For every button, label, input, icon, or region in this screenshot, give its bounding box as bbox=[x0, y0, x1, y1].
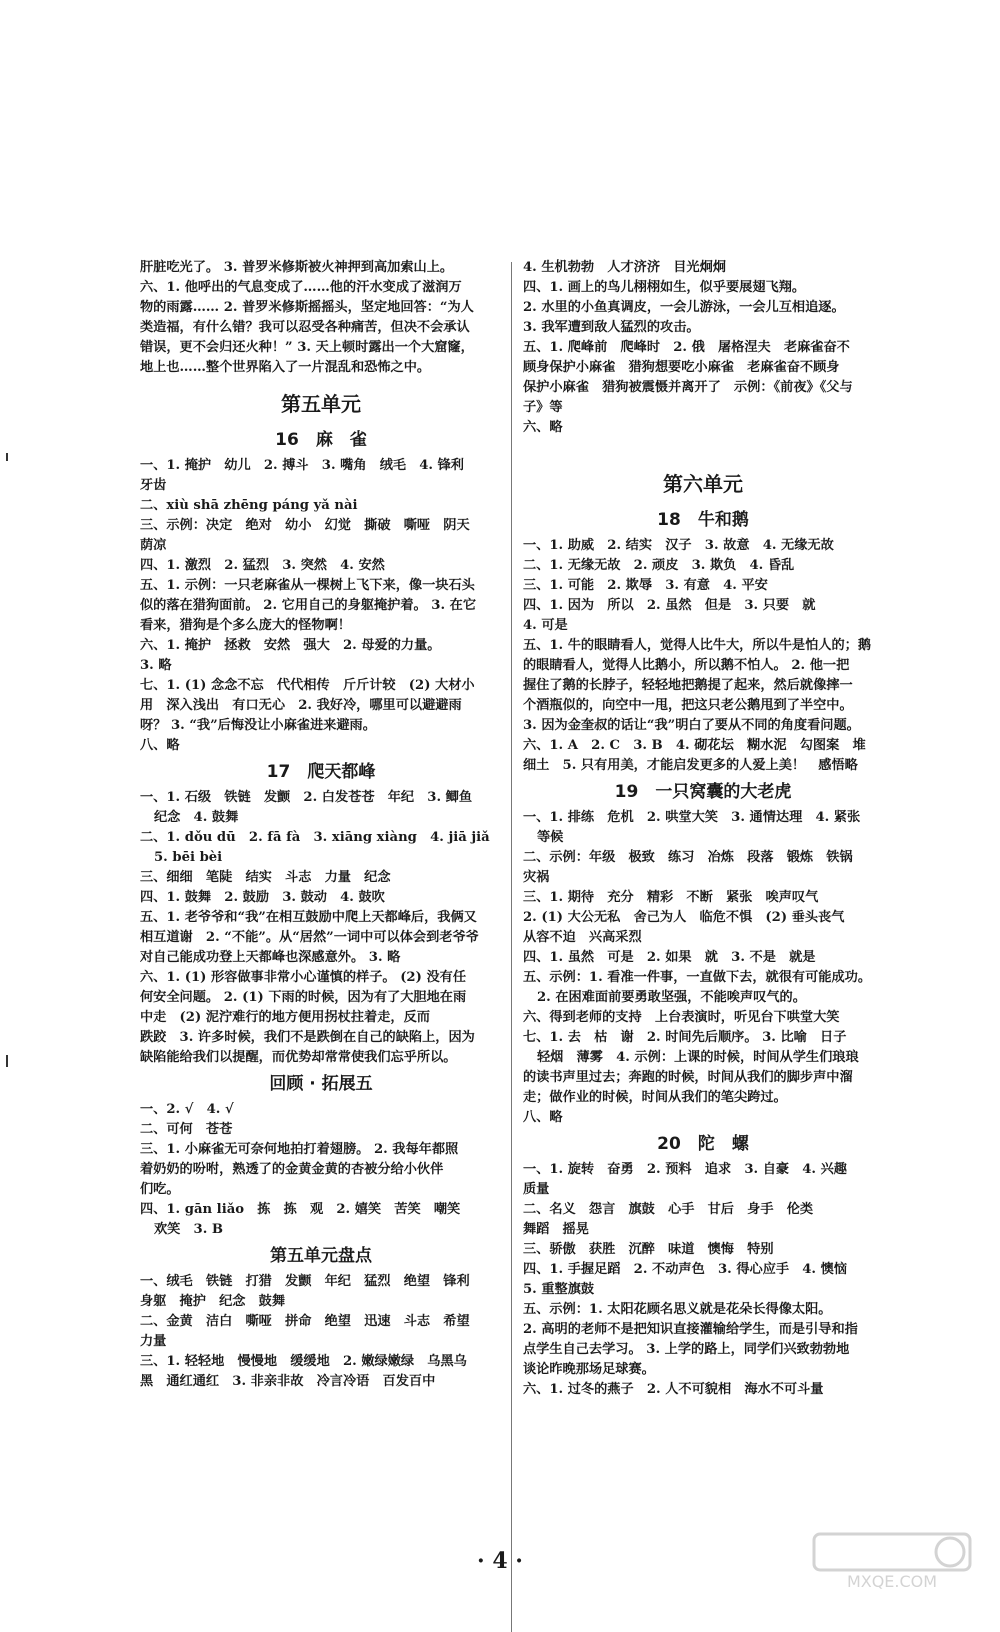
column-divider bbox=[511, 262, 512, 1632]
answer-line: 二、xiù shā zhēng páng yǎ nài bbox=[140, 498, 358, 513]
answer-line: 点学生自己去学习。 3. 上学的路上，同学们兴致勃勃地 bbox=[523, 1342, 850, 1357]
answer-line: 三、1. 可能 2. 欺辱 3. 有意 4. 平安 bbox=[523, 578, 768, 593]
answer-line: 二、1. 无缘无故 2. 顽皮 3. 欺负 4. 昏乱 bbox=[523, 558, 795, 573]
answer-line: 子》等 bbox=[523, 400, 563, 415]
answer-line: 错误，更不会归还火种！” 3. 天上顿时露出一个大窟窿， bbox=[140, 340, 474, 355]
answer-line: 3. 我军遭到敌人猛烈的攻击。 bbox=[523, 320, 700, 335]
answer-line: 三、1. 小麻雀无可奈何地拍打着翅膀。 2. 我每年都照 bbox=[140, 1142, 459, 1157]
right-column bbox=[523, 258, 883, 1400]
lesson-title: 第五单元盘点 bbox=[270, 1246, 372, 1266]
answer-line: 呀？ 3. “我”后悔没让小麻雀进来避雨。 bbox=[140, 718, 376, 733]
answer-line: 质量 bbox=[523, 1182, 550, 1197]
edge-mark-top bbox=[6, 453, 8, 461]
answer-line: 一、2. √ 4. √ bbox=[140, 1102, 234, 1117]
answer-line: 用 深入浅出 有口无心 2. 我好冷，哪里可以避避雨 bbox=[140, 698, 462, 713]
left-column bbox=[140, 258, 502, 1392]
answer-line: 肝脏吃光了。 3. 普罗米修斯被火神押到高加索山上。 bbox=[140, 260, 454, 275]
answer-line: 三、骄傲 获胜 沉醉 味道 懊悔 特别 bbox=[523, 1242, 774, 1257]
answer-line: 何安全问题。 2. (1) 下雨的时候，因为有了大胆地在雨 bbox=[140, 990, 467, 1005]
answer-line: 五、示例：1. 看准一件事，一直做下去，就很有可能成功。 bbox=[523, 970, 872, 985]
answer-line: 相互道谢 2. “不能”。从“居然”一词中可以体会到老爷爷 bbox=[140, 930, 479, 945]
answer-line: 六、1. 掩护 拯救 安然 强大 2. 母爱的力量。 bbox=[140, 638, 441, 653]
answer-line: 四、1. 手握足蹈 2. 不动声色 3. 得心应手 4. 懊恼 bbox=[523, 1262, 847, 1277]
answer-line: 5. 重整旗鼓 bbox=[523, 1282, 595, 1297]
answer-line: 荫凉 bbox=[140, 538, 167, 553]
unit-title: 第六单元 bbox=[663, 472, 743, 496]
answer-line: 三、1. 期待 充分 精彩 不断 紧张 唉声叹气 bbox=[523, 890, 819, 905]
answer-line: 2. 高明的老师不是把知识直接灌输给学生，而是引导和指 bbox=[523, 1322, 858, 1337]
answer-line: 四、1. 因为 所以 2. 虽然 但是 3. 只要 就 bbox=[523, 598, 816, 613]
answer-line: 谈论昨晚那场足球赛。 bbox=[523, 1362, 655, 1377]
answer-line: 四、1. 画上的鸟儿栩栩如生，似乎要展翅飞翔。 bbox=[523, 280, 806, 295]
answer-line: 保护小麻雀 猎狗被震慑并离开了 示例：《前夜》《父与 bbox=[523, 380, 853, 395]
answer-line: 牙齿 bbox=[140, 478, 167, 493]
answer-line: 六、1. (1) 形容做事非常小心谨慎的样子。 (2) 没有任 bbox=[140, 970, 467, 985]
answer-line: 对自己能成功登上天都峰也深感意外。 3. 略 bbox=[140, 950, 401, 965]
answer-line: 六、得到老师的支持 上台表演时，听见台下哄堂大笑 bbox=[523, 1010, 840, 1025]
lesson-title: 18 牛和鹅 bbox=[657, 510, 749, 530]
watermark-text: MXQE.COM bbox=[846, 1572, 938, 1591]
answer-line: 的读书声里过去；奔跑的时候，时间从我们的脚步声中溜 bbox=[523, 1070, 853, 1085]
answer-line: 二、示例：年级 极致 练习 冶炼 段落 锻炼 铁锅 bbox=[523, 850, 853, 865]
answer-line: 似的落在猎狗面前。 2. 它用自己的身躯掩护着。 3. 在它 bbox=[140, 598, 477, 613]
answer-line: 握住了鹅的长脖子，轻轻地把鹅提了起来，然后就像摔一 bbox=[523, 678, 853, 693]
answer-line: 三、细细 笔陡 结实 斗志 力量 纪念 bbox=[140, 870, 391, 885]
answer-line: 一、1. 掩护 幼儿 2. 搏斗 3. 嘴角 绒毛 4. 锋利 bbox=[140, 458, 464, 473]
answer-line: 从容不迫 兴高采烈 bbox=[523, 930, 642, 945]
answer-line: 着奶奶的吩咐，熟透了的金黄金黄的杏被分给小伙伴 bbox=[140, 1162, 444, 1177]
answer-line: 一、1. 旋转 奋勇 2. 预料 追求 3. 自豪 4. 兴趣 bbox=[523, 1162, 847, 1177]
answer-line: 们吃。 bbox=[140, 1182, 180, 1197]
answer-line: 4. 生机勃勃 人才济济 目光炯炯 bbox=[523, 260, 726, 275]
answer-line: 地上也……整个世界陷入了一片混乱和恐怖之中。 bbox=[140, 360, 431, 375]
answer-line: 二、金黄 洁白 嘶哑 拼命 绝望 迅速 斗志 希望 bbox=[140, 1314, 470, 1329]
answer-line: 3. 因为金奎叔的话让“我”明白了要从不同的角度看问题。 bbox=[523, 718, 860, 733]
answer-line: 一、1. 助威 2. 结实 汉子 3. 故意 4. 无缘无故 bbox=[523, 538, 834, 553]
answer-line: 六、略 bbox=[523, 420, 563, 435]
answer-line: 跌跤 3. 许多时候，我们不是跌倒在自己的缺陷上，因为 bbox=[140, 1030, 475, 1045]
unit-title: 第五单元 bbox=[281, 392, 361, 416]
lesson-title: 回顾 · 拓展五 bbox=[269, 1074, 373, 1094]
watermark-logo bbox=[812, 1532, 972, 1592]
answer-line: 七、1. 去 枯 谢 2. 时间先后顺序。 3. 比喻 日子 bbox=[523, 1030, 847, 1045]
answer-line: 身躯 掩护 纪念 鼓舞 bbox=[140, 1294, 286, 1309]
answer-line: 缺陷能给我们以提醒，而优势却常常使我们忘乎所以。 bbox=[140, 1050, 457, 1065]
answer-line: 五、1. 老爷爷和“我”在相互鼓励中爬上天都峰后，我俩又 bbox=[140, 910, 477, 925]
answer-line: 五、1. 爬峰前 爬峰时 2. 俄 屠格涅夫 老麻雀奋不 bbox=[523, 340, 850, 355]
answer-line: 2. 在困难面前要勇敢坚强，不能唉声叹气的。 bbox=[537, 990, 806, 1005]
answer-line: 力量 bbox=[140, 1334, 167, 1349]
answer-line: 六、1. 他呼出的气息变成了……他的汗水变成了滋润万 bbox=[140, 280, 462, 295]
answer-line: 欢笑 3. B bbox=[154, 1222, 224, 1237]
answer-line: 八、略 bbox=[523, 1110, 563, 1125]
answer-line: 四、1. 激烈 2. 猛烈 3. 突然 4. 安然 bbox=[140, 558, 385, 573]
answer-line: 五、1. 牛的眼睛看人，觉得人比牛大，所以牛是怕人的；鹅 bbox=[523, 638, 872, 653]
answer-line: 细土 5. 只有用美，才能启发更多的人爱上美！ 感悟略 bbox=[523, 758, 858, 773]
answer-line: 二、1. dǒu dū 2. fā fà 3. xiāng xiàng 4. jiā jiǎ bbox=[140, 830, 490, 845]
answer-line: 2. 水里的小鱼真调皮，一会儿游泳，一会儿互相追逐。 bbox=[523, 300, 845, 315]
lesson-title: 20 陀 螺 bbox=[657, 1134, 749, 1154]
spacer bbox=[523, 438, 883, 458]
answer-line: 一、1. 排练 危机 2. 哄堂大笑 3. 通情达理 4. 紧张 bbox=[523, 810, 861, 825]
answer-line: 四、1. 虽然 可是 2. 如果 就 3. 不是 就是 bbox=[523, 950, 816, 965]
answer-line: 灾祸 bbox=[523, 870, 550, 885]
answer-line: 个酒瓶似的，向空中一甩，把这只老公鹅甩到了半空中。 bbox=[523, 698, 853, 713]
answer-line: 中走 (2) 泥泞难行的地方便用拐杖拄着走，反而 bbox=[140, 1010, 430, 1025]
answer-line: 四、1. gān liǎo 拣 拣 观 2. 嬉笑 苦笑 嘲笑 bbox=[140, 1202, 461, 1217]
answer-line: 走；做作业的时候，时间从我们的笔尖跨过。 bbox=[523, 1090, 787, 1105]
answer-line: 5. bēi bèi bbox=[154, 850, 223, 865]
answer-line: 五、1. 示例：一只老麻雀从一棵树上飞下来，像一块石头 bbox=[140, 578, 475, 593]
answer-line: 等候 bbox=[537, 830, 564, 845]
answer-line: 六、1. A 2. C 3. B 4. 砌花坛 糊水泥 勾图案 堆 bbox=[523, 738, 866, 753]
answer-line: 物的雨露…… 2. 普罗米修斯摇摇头，坚定地回答：“为人 bbox=[140, 300, 474, 315]
edge-mark-bottom bbox=[6, 1055, 8, 1067]
answer-line: 顾身保护小麻雀 猎狗想要吃小麻雀 老麻雀奋不顾身 bbox=[523, 360, 840, 375]
answer-line: 的眼睛看人，觉得人比鹅小，所以鹅不怕人。 2. 他一把 bbox=[523, 658, 850, 673]
answer-line: 五、示例：1. 太阳花顾名思义就是花朵长得像太阳。 bbox=[523, 1302, 832, 1317]
answer-line: 4. 可是 bbox=[523, 618, 568, 633]
answer-line: 舞蹈 摇晃 bbox=[523, 1222, 589, 1237]
answer-line: 三、1. 轻轻地 慢慢地 缓缓地 2. 嫩绿嫩绿 乌黑乌 bbox=[140, 1354, 467, 1369]
answer-line: 六、1. 过冬的燕子 2. 人不可貌相 海水不可斗量 bbox=[523, 1382, 824, 1397]
answer-line: 看来，猎狗是个多么庞大的怪物啊！ bbox=[140, 618, 351, 633]
answer-line: 二、名义 怨言 旗鼓 心手 甘后 身手 伦类 bbox=[523, 1202, 814, 1217]
answer-line: 轻烟 薄雾 4. 示例：上课的时候，时间从学生们琅琅 bbox=[537, 1050, 859, 1065]
answer-line: 八、略 bbox=[140, 738, 180, 753]
answer-line: 黑 通红通红 3. 非亲非故 冷言冷语 百发百中 bbox=[140, 1374, 436, 1389]
answer-line: 2. (1) 大公无私 舍己为人 临危不惧 (2) 垂头丧气 bbox=[523, 910, 845, 925]
answer-line: 一、绒毛 铁链 打猎 发颤 年纪 猛烈 绝望 锋利 bbox=[140, 1274, 470, 1289]
lesson-title: 19 一只窝囊的大老虎 bbox=[614, 782, 792, 802]
answer-line: 四、1. 鼓舞 2. 鼓励 3. 鼓动 4. 鼓吹 bbox=[140, 890, 385, 905]
lesson-title: 16 麻 雀 bbox=[275, 430, 367, 450]
answer-line: 纪念 4. 鼓舞 bbox=[154, 810, 239, 825]
lesson-title: 17 爬天都峰 bbox=[266, 762, 376, 782]
page-number: · 4 · bbox=[477, 1548, 523, 1574]
answer-line: 类造福，有什么错？我可以忍受各种痛苦，但决不会承认 bbox=[140, 320, 470, 335]
answer-line: 二、可何 苍苍 bbox=[140, 1122, 233, 1137]
answer-line: 三、示例：决定 绝对 幼小 幻觉 撕破 嘶哑 阴天 bbox=[140, 518, 470, 533]
answer-line: 3. 略 bbox=[140, 658, 172, 673]
answer-line: 七、1. (1) 念念不忘 代代相传 斤斤计较 (2) 大材小 bbox=[140, 678, 475, 693]
answer-line: 一、1. 石级 铁链 发颤 2. 白发苍苍 年纪 3. 鲫鱼 bbox=[140, 790, 473, 805]
